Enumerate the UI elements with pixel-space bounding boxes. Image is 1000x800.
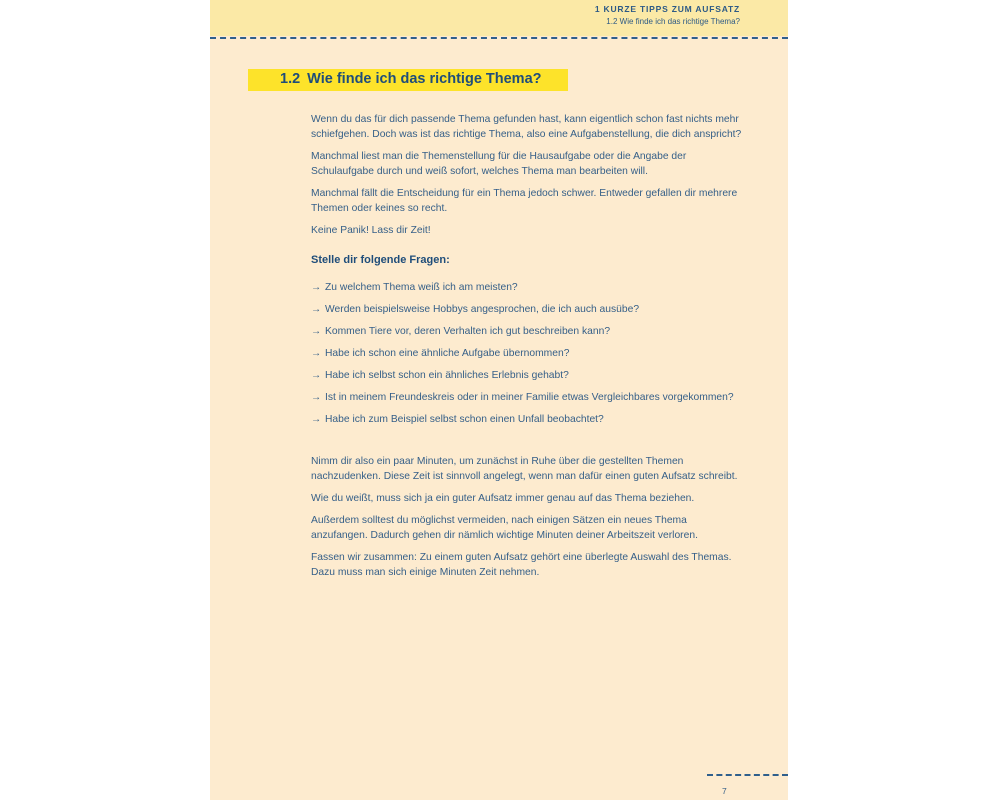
footer-dashed-rule: [707, 774, 788, 776]
arrow-right-icon: →: [311, 370, 322, 381]
questions-list: [311, 280, 743, 427]
intro-paragraph: Keine Panik! Lass dir Zeit!: [311, 225, 431, 236]
list-item-text: Habe ich zum Beispiel selbst schon einen Unfall beobachtet?: [325, 414, 604, 425]
body-text: [311, 112, 743, 587]
conclusion-paragraph: Nimm dir also ein paar Minuten, um zunächst in Ruhe über die gestellten Themen nachzudenken. Diese Zeit ist sinnvoll angelegt, wenn man dafür einen guten Aufsatz schreibt.: [311, 456, 738, 482]
section-title: Wie finde ich das richtige Thema?: [307, 71, 542, 87]
intro-paragraph: Manchmal fällt die Entscheidung für ein Thema jedoch schwer. Entweder gefallen dir mehrere Themen oder keines so recht.: [311, 188, 738, 214]
intro-paragraph: Manchmal liest man die Themenstellung für die Hausaufgabe oder die Angabe der Schulaufgabe durch und weiß sofort, welches Thema man bearbeiten will.: [311, 151, 687, 177]
list-item-text: Ist in meinem Freundeskreis oder in meiner Familie etwas Vergleichbares vorgekommen?: [325, 392, 734, 403]
list-item-text: Kommen Tiere vor, deren Verhalten ich gut beschreiben kann?: [325, 326, 611, 337]
list-item: [311, 368, 743, 383]
arrow-right-icon: →: [311, 282, 322, 293]
page-number: 7: [722, 786, 727, 796]
list-item: [311, 324, 743, 339]
intro-paragraph: Wenn du das für dich passende Thema gefunden hast, kann eigentlich schon fast nichts mehr schiefgehen. Doch was ist das richtige Thema, also eine Aufgabenstellung, die dich anspricht?: [311, 114, 742, 140]
running-header: [210, 0, 788, 36]
running-header-chapter: 1 KURZE TIPPS ZUM AUFSATZ: [594, 4, 740, 14]
list-item: [311, 390, 743, 405]
conclusion-paragraph: Wie du weißt, muss sich ja ein guter Aufsatz immer genau auf das Thema beziehen.: [311, 493, 695, 504]
arrow-right-icon: →: [311, 304, 322, 315]
list-item-text: Habe ich schon eine ähnliche Aufgabe übernommen?: [325, 348, 570, 359]
section-heading: [280, 71, 542, 87]
list-item: [311, 302, 743, 317]
arrow-right-icon: →: [311, 348, 322, 359]
arrow-right-icon: →: [311, 392, 322, 403]
list-item-text: Werden beispielsweise Hobbys angesprochen, die ich auch ausübe?: [325, 304, 640, 315]
section-number: 1.2: [280, 71, 301, 87]
list-item-text: Zu welchem Thema weiß ich am meisten?: [325, 282, 518, 293]
arrow-right-icon: →: [311, 326, 322, 337]
conclusion-paragraph: Fassen wir zusammen: Zu einem guten Aufsatz gehört eine überlegte Auswahl des Themas. Dazu muss man sich einige Minuten Zeit nehmen.: [311, 552, 732, 578]
list-item-text: Habe ich selbst schon ein ähnliches Erlebnis gehabt?: [325, 370, 569, 381]
running-header-section: 1.2 Wie finde ich das richtige Thema?: [606, 17, 740, 26]
list-item: [311, 346, 743, 361]
questions-subheading: Stelle dir folgende Fragen:: [311, 254, 450, 266]
list-item: [311, 412, 743, 427]
arrow-right-icon: →: [311, 414, 322, 425]
list-item: [311, 280, 743, 295]
header-dashed-rule: [210, 37, 788, 39]
conclusion-paragraph: Außerdem solltest du möglichst vermeiden, nach einigen Sätzen ein neues Thema anzufangen. Dadurch gehen dir nämlich wichtige Minuten deiner Arbeitszeit verloren.: [311, 515, 698, 541]
book-page: [210, 0, 788, 800]
